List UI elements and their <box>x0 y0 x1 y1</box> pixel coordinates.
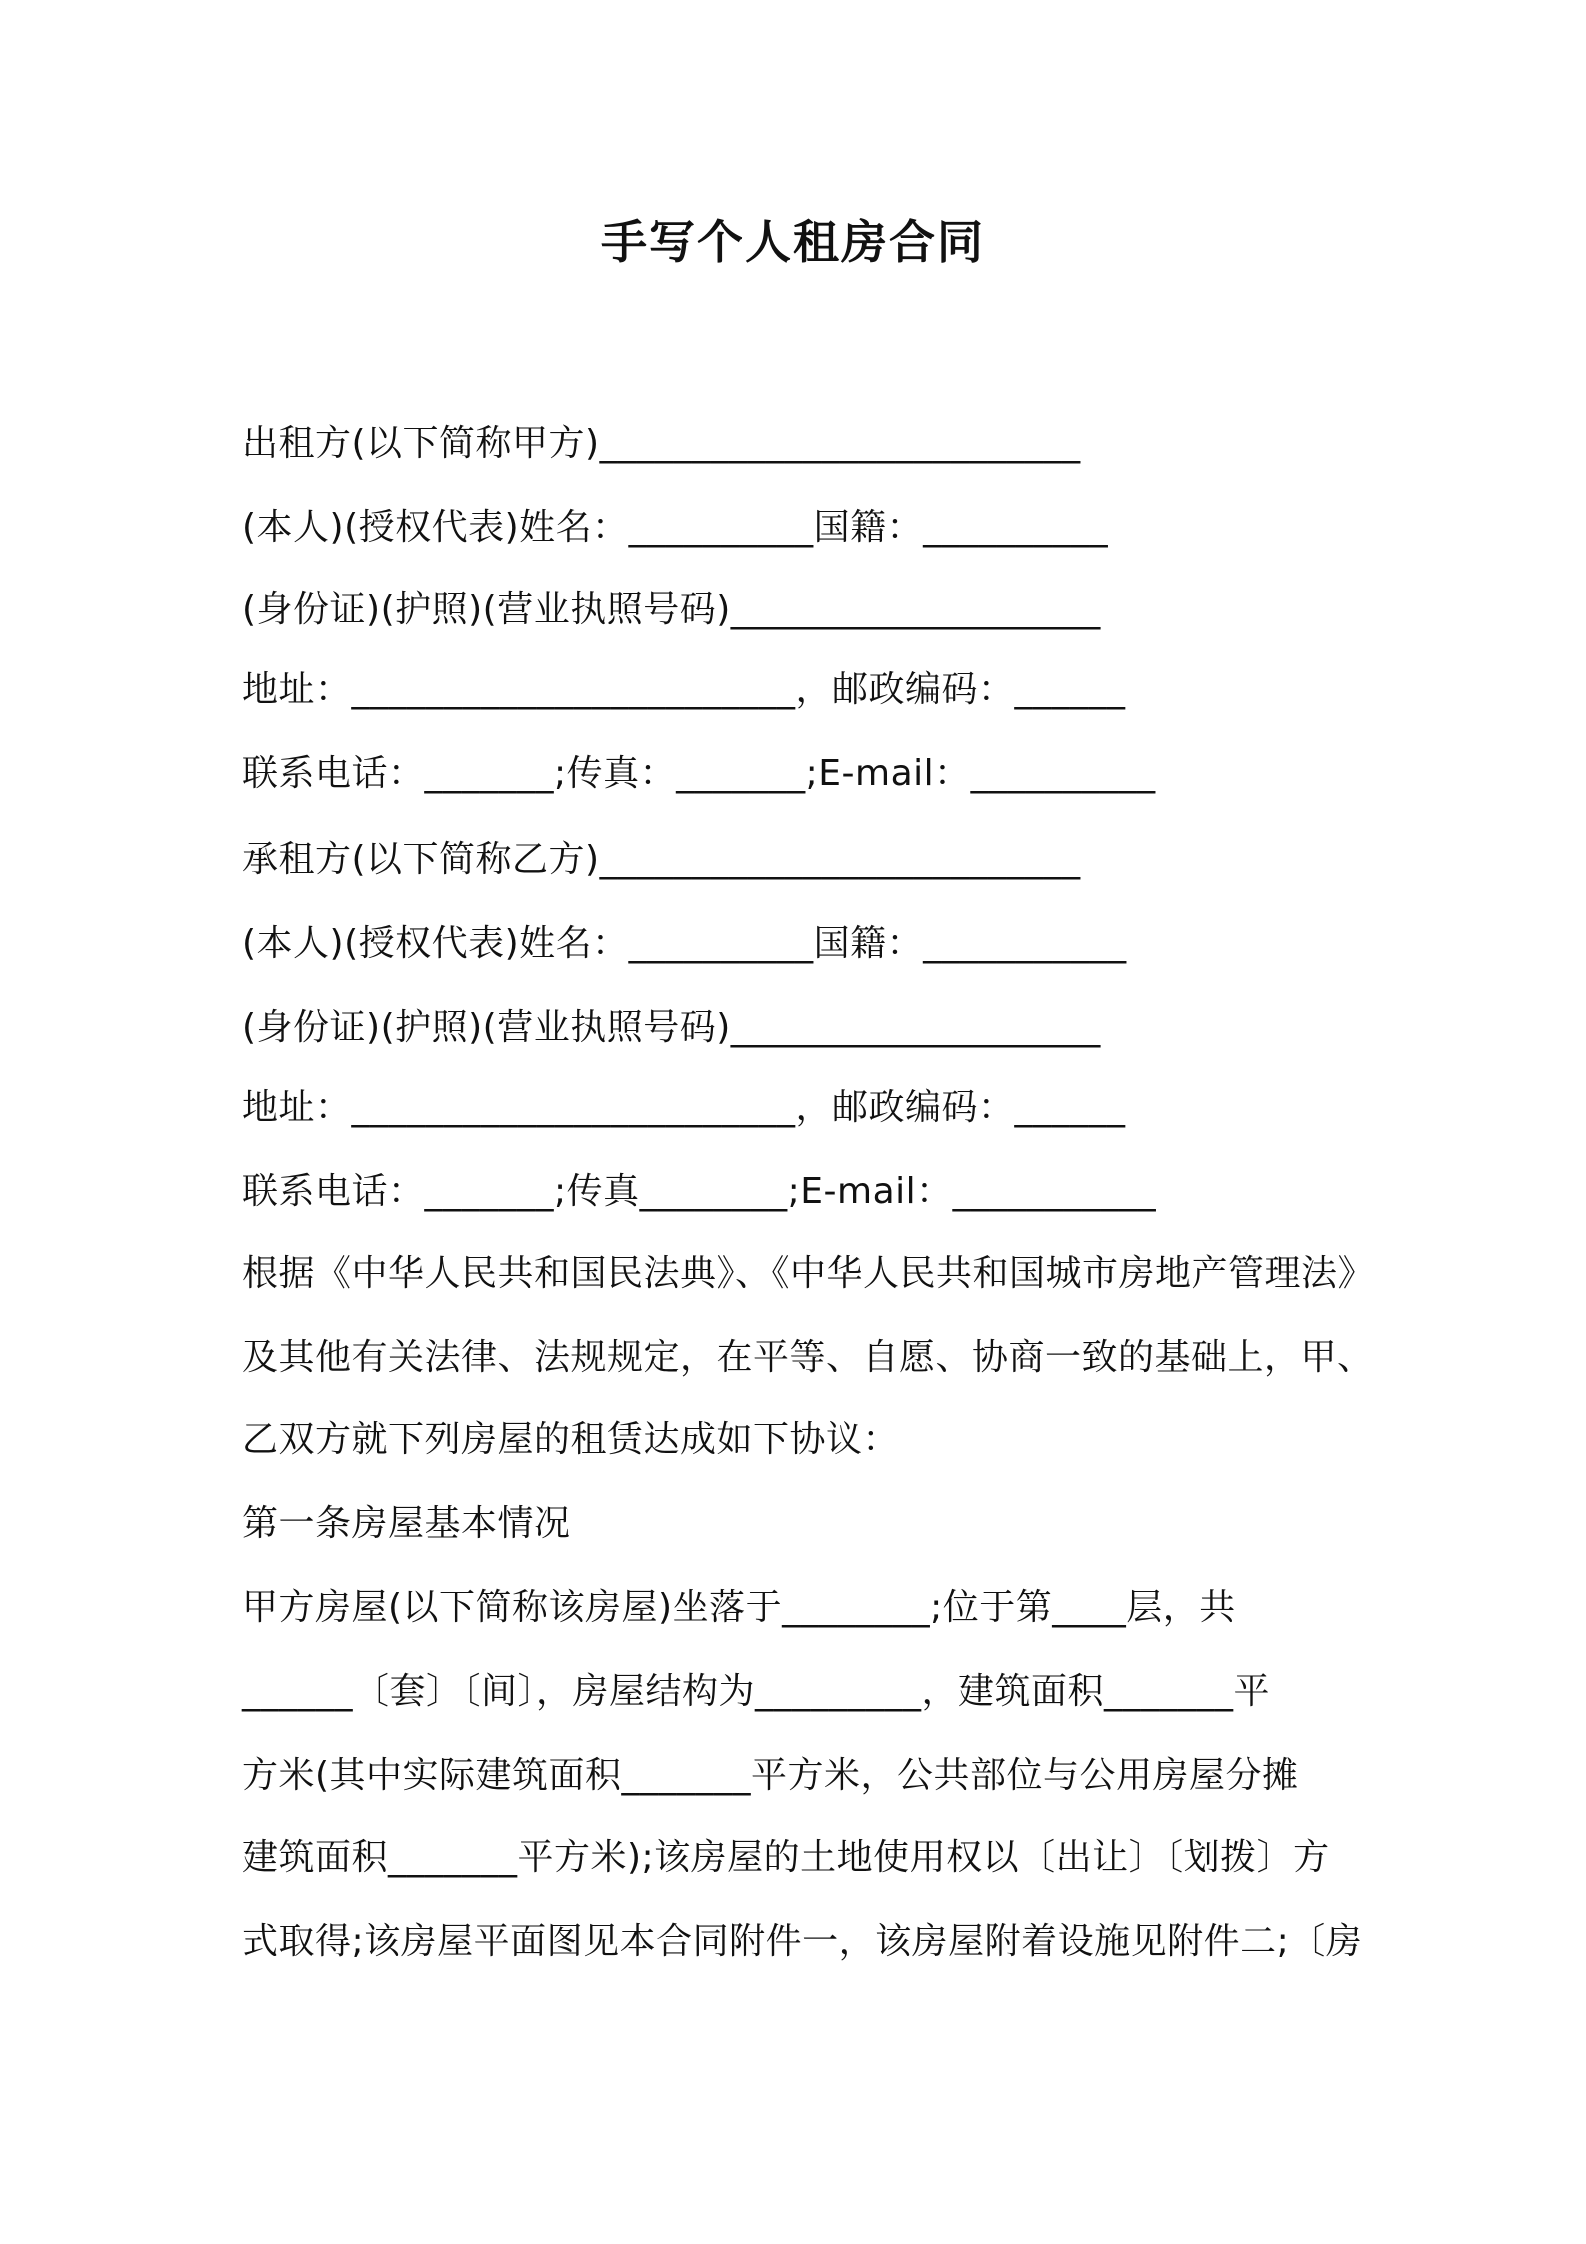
lessee-id-line: (身份证)(护照)(营业执照号码)____________________ <box>242 1007 1101 1048</box>
body-paragraph-line: 建筑面积_______平方米);该房屋的土地使用权以〔出让〕〔划拨〕方 <box>242 1837 1330 1878</box>
body-paragraph-line: 方米(其中实际建筑面积_______平方米，公共部位与公用房屋分摊 <box>242 1755 1299 1796</box>
lessor-name-nationality-line: (本人)(授权代表)姓名：__________国籍：__________ <box>242 507 1109 548</box>
lessee-line: 承租方(以下简称乙方)__________________________ <box>242 839 1081 880</box>
lessee-address-line: 地址：________________________，邮政编码：______ <box>242 1087 1126 1128</box>
document-title: 手写个人租房合同 <box>601 215 985 269</box>
body-paragraph-line: 根据《中华人民共和国民法典》、《中华人民共和国城市房地产管理法》 <box>242 1253 1375 1294</box>
lessee-contact-line: 联系电话：_______;传真________;E-mail：___________ <box>242 1171 1157 1212</box>
body-paragraph-line: ______〔套〕〔间〕，房屋结构为_________，建筑面积_______平 <box>242 1671 1271 1712</box>
body-paragraph-line: 乙双方就下列房屋的租赁达成如下协议： <box>242 1419 900 1460</box>
body-paragraph-line: 式取得;该房屋平面图见本合同附件一，该房屋附着设施见附件二;〔房 <box>242 1921 1363 1962</box>
section-heading-article-1: 第一条房屋基本情况 <box>242 1503 571 1544</box>
lessor-line: 出租方(以下简称甲方)__________________________ <box>242 423 1081 464</box>
lessor-address-line: 地址：________________________，邮政编码：______ <box>242 669 1126 710</box>
body-paragraph-line: 及其他有关法律、法规规定，在平等、自愿、协商一致的基础上，甲、 <box>242 1337 1374 1378</box>
lessor-id-line: (身份证)(护照)(营业执照号码)____________________ <box>242 589 1101 630</box>
body-paragraph-line: 甲方房屋(以下简称该房屋)坐落于________;位于第____层，共 <box>242 1587 1236 1628</box>
lessee-name-nationality-line: (本人)(授权代表)姓名：__________国籍：___________ <box>242 923 1127 964</box>
lessor-contact-line: 联系电话：_______;传真：_______;E-mail：__________ <box>242 753 1156 794</box>
